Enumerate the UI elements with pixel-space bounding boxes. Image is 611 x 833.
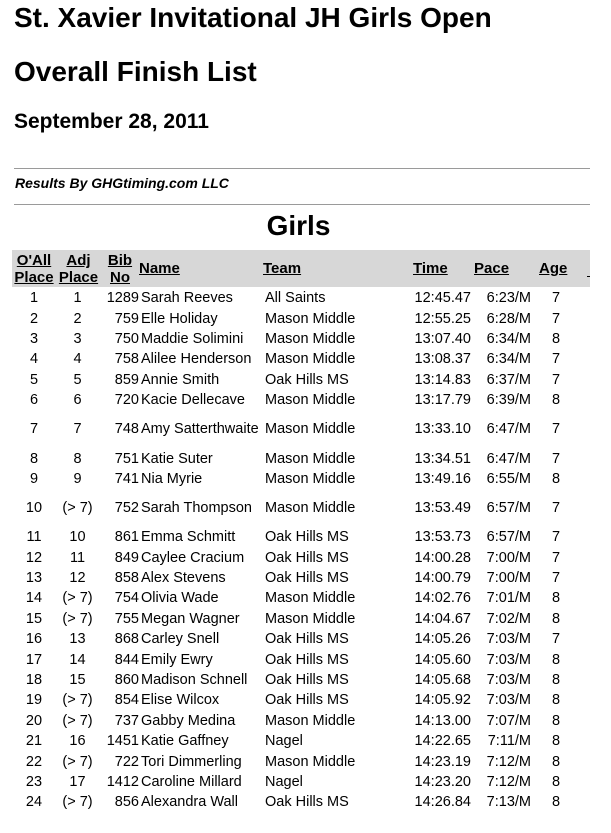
table-row <box>12 308 581 328</box>
cell-pace: 7:13/M <box>486 794 531 811</box>
col-header-age: Age <box>539 260 568 277</box>
cell-age: 8 <box>551 610 561 627</box>
cell-time: 14:00.28 <box>414 549 471 566</box>
cell-overall-place: 8 <box>29 450 39 467</box>
cell-adj-place: 6 <box>73 392 82 409</box>
col-header-bib <box>104 252 136 286</box>
cell-time: 13:17.79 <box>414 392 471 409</box>
cell-adj-place: (> 7) <box>62 610 93 627</box>
divider-bottom <box>14 204 590 205</box>
cell-overall-place: 16 <box>25 631 43 648</box>
cell-adj-place: (> 7) <box>62 712 93 729</box>
col-header-pace: Pace <box>474 260 510 277</box>
col-header-time: Time <box>413 260 448 277</box>
cell-adj-place: 13 <box>69 631 86 648</box>
table-row <box>12 390 581 410</box>
cell-pace: 6:28/M <box>486 310 531 327</box>
cell-pace: 6:55/M <box>486 470 531 487</box>
cell-age: 8 <box>551 733 561 750</box>
cell-name: Katie Gaffney <box>141 733 229 750</box>
cell-time: 14:05.68 <box>414 672 471 689</box>
cell-overall-place: 13 <box>25 570 43 587</box>
cell-overall-place: 10 <box>25 500 43 517</box>
cell-adj-place: 7 <box>73 421 82 438</box>
cell-time: 13:07.40 <box>414 330 471 347</box>
cell-adj-place: 16 <box>69 733 86 750</box>
table-row <box>12 690 581 710</box>
cell-age: 7 <box>551 500 561 517</box>
cell-age: 8 <box>551 330 561 347</box>
cell-time: 13:49.16 <box>414 470 471 487</box>
cell-bib: 1289 <box>106 290 139 307</box>
table-row <box>12 469 581 489</box>
table-row <box>12 349 581 369</box>
cell-pace: 7:12/M <box>486 774 531 790</box>
table-row <box>12 288 581 308</box>
table-row <box>12 588 581 608</box>
table-row <box>12 609 581 629</box>
cell-team: Mason Middle <box>265 330 356 347</box>
cell-team: Mason Middle <box>265 310 356 327</box>
cell-time: 14:05.92 <box>414 692 471 709</box>
cell-overall-place: 12 <box>25 549 43 566</box>
cell-adj-place: (> 7) <box>62 590 93 607</box>
cell-name: Alexandra Wall <box>141 794 238 811</box>
cell-team: Mason Middle <box>265 421 356 438</box>
cell-age: 8 <box>551 753 561 770</box>
col-header-bib-line1: Bib <box>107 252 133 269</box>
cell-age: 7 <box>551 529 561 546</box>
event-title: St. Xavier Invitational JH Girls Open <box>14 2 492 33</box>
cell-adj-place: 9 <box>73 470 82 487</box>
cell-name: Caylee Cracium <box>141 549 245 566</box>
cell-adj-place: 12 <box>69 570 86 587</box>
header-edge-mark <box>587 276 590 277</box>
cell-age: 7 <box>551 371 561 388</box>
cell-bib: 858 <box>114 570 139 587</box>
cell-time: 12:45.47 <box>414 290 471 307</box>
cell-age: 8 <box>551 794 561 811</box>
cell-name: Nia Myrie <box>141 470 203 487</box>
cell-name: Katie Suter <box>141 450 213 467</box>
cell-adj-place: 1 <box>73 290 82 307</box>
cell-team: Mason Middle <box>265 500 356 517</box>
cell-pace: 7:03/M <box>486 692 531 709</box>
cell-name: Megan Wagner <box>141 610 240 627</box>
cell-time: 14:13.00 <box>414 712 471 729</box>
cell-time: 14:02.76 <box>414 590 471 607</box>
cell-age: 8 <box>551 692 561 709</box>
cell-bib: 1451 <box>106 733 139 750</box>
cell-overall-place: 3 <box>29 330 39 347</box>
cell-bib: 1412 <box>106 774 139 790</box>
cell-bib: 861 <box>114 529 139 546</box>
cell-bib: 758 <box>114 351 139 368</box>
cell-age: 8 <box>551 470 561 487</box>
cell-name: Maddie Solimini <box>141 330 244 347</box>
cell-pace: 6:47/M <box>486 450 531 467</box>
cell-team: Oak Hills MS <box>265 651 349 668</box>
cell-team: Mason Middle <box>265 590 356 607</box>
cell-team: Mason Middle <box>265 610 356 627</box>
cell-time: 13:34.51 <box>414 450 471 467</box>
cell-adj-place: 3 <box>73 330 82 347</box>
cell-time: 14:04.67 <box>414 610 471 627</box>
table-row <box>12 649 581 669</box>
cell-pace: 7:02/M <box>486 610 531 627</box>
cell-pace: 7:00/M <box>486 549 531 566</box>
cell-time: 14:22.65 <box>414 733 471 750</box>
cell-adj-place: 8 <box>73 450 82 467</box>
cell-overall-place: 21 <box>25 733 43 750</box>
col-header-bib-line2: No <box>110 269 130 286</box>
cell-overall-place: 18 <box>25 672 43 689</box>
cell-adj-place: 15 <box>69 672 86 689</box>
cell-adj-place: 17 <box>69 774 86 790</box>
table-row <box>12 751 581 771</box>
cell-bib: 720 <box>114 392 139 409</box>
cell-team: Oak Hills MS <box>265 631 349 648</box>
cell-name: Elise Wilcox <box>141 692 220 709</box>
list-title: Overall Finish List <box>14 56 257 87</box>
cell-time: 13:53.73 <box>414 529 471 546</box>
section-title: Girls <box>266 210 331 241</box>
cell-bib: 859 <box>114 371 139 388</box>
cell-bib: 751 <box>114 450 139 467</box>
cell-team: Oak Hills MS <box>265 371 349 388</box>
cell-time: 14:23.19 <box>414 753 471 770</box>
cell-pace: 6:39/M <box>486 392 531 409</box>
cell-age: 8 <box>551 774 561 790</box>
cell-age: 7 <box>551 450 561 467</box>
cell-name: Emily Ewry <box>141 651 213 668</box>
cell-bib: 755 <box>114 610 139 627</box>
cell-bib: 754 <box>114 590 139 607</box>
cell-pace: 7:11/M <box>487 733 531 750</box>
cell-pace: 6:23/M <box>486 290 531 307</box>
cell-bib: 868 <box>114 631 139 648</box>
cell-pace: 7:07/M <box>486 712 531 729</box>
cell-bib: 750 <box>114 330 139 347</box>
cell-age: 7 <box>551 549 561 566</box>
cell-pace: 6:37/M <box>486 371 531 388</box>
cell-bib: 854 <box>114 692 139 709</box>
cell-time: 13:14.83 <box>414 371 471 388</box>
cell-name: Sarah Reeves <box>141 290 233 307</box>
cell-age: 8 <box>551 590 561 607</box>
cell-team: Nagel <box>265 774 303 790</box>
cell-bib: 748 <box>114 421 139 438</box>
col-header-overall-place <box>12 252 56 286</box>
cell-overall-place: 15 <box>25 610 43 627</box>
cell-team: Mason Middle <box>265 470 356 487</box>
cell-adj-place: 2 <box>73 310 82 327</box>
cell-name: Annie Smith <box>141 371 220 388</box>
cell-name: Amy Satterthwaite <box>141 421 259 438</box>
cell-pace: 6:34/M <box>486 351 531 368</box>
cell-bib: 849 <box>114 549 139 566</box>
cell-team: All Saints <box>265 290 326 307</box>
cell-team: Oak Hills MS <box>265 794 349 811</box>
cell-name: Tori Dimmerling <box>141 753 242 770</box>
cell-bib: 737 <box>114 712 139 729</box>
cell-team: Mason Middle <box>265 753 356 770</box>
cell-pace: 6:34/M <box>486 330 531 347</box>
cell-age: 7 <box>551 570 561 587</box>
cell-pace: 7:01/M <box>486 590 531 607</box>
cell-overall-place: 5 <box>29 371 39 388</box>
table-row <box>12 489 581 527</box>
cell-overall-place: 11 <box>26 529 42 546</box>
table-row <box>12 548 581 568</box>
cell-team: Oak Hills MS <box>265 692 349 709</box>
cell-overall-place: 7 <box>29 421 39 438</box>
cell-age: 8 <box>551 712 561 729</box>
cell-time: 13:33.10 <box>414 421 471 438</box>
cell-time: 14:05.26 <box>414 631 471 648</box>
table-row <box>12 731 581 751</box>
cell-age: 7 <box>551 351 561 368</box>
cell-adj-place: (> 7) <box>62 500 93 517</box>
cell-time: 13:53.49 <box>414 500 471 517</box>
cell-name: Carley Snell <box>141 631 220 648</box>
cell-name: Alilee Henderson <box>141 351 252 368</box>
cell-bib: 741 <box>114 470 139 487</box>
table-row <box>12 792 581 812</box>
cell-time: 14:23.20 <box>414 774 471 790</box>
cell-adj-place: 5 <box>73 371 82 388</box>
cell-name: Caroline Millard <box>141 774 242 790</box>
event-date: September 28, 2011 <box>14 110 209 133</box>
cell-overall-place: 4 <box>29 351 39 368</box>
cell-pace: 7:00/M <box>486 570 531 587</box>
cell-adj-place: 11 <box>69 549 86 566</box>
cell-overall-place: 17 <box>25 651 43 668</box>
cell-team: Mason Middle <box>265 712 356 729</box>
cell-bib: 722 <box>114 753 139 770</box>
cell-name: Olivia Wade <box>141 590 219 607</box>
cell-time: 13:08.37 <box>414 351 471 368</box>
cell-team: Oak Hills MS <box>265 570 349 587</box>
cell-overall-place: 24 <box>25 794 43 811</box>
cell-pace: 7:03/M <box>486 651 531 668</box>
col-header-overall-line2: Place <box>14 269 54 286</box>
cell-pace: 6:57/M <box>486 529 531 546</box>
cell-name: Elle Holiday <box>141 310 218 327</box>
cell-name: Alex Stevens <box>141 570 226 587</box>
cell-adj-place: 14 <box>69 651 86 668</box>
results-credit: Results By GHGtiming.com LLC <box>15 175 229 191</box>
col-header-overall-line1: O'All <box>16 252 52 269</box>
cell-bib: 759 <box>114 310 139 327</box>
cell-bib: 856 <box>114 794 139 811</box>
table-row <box>12 568 581 588</box>
cell-adj-place: 4 <box>73 351 82 368</box>
table-row <box>12 772 581 792</box>
cell-name: Kacie Dellecave <box>141 392 245 409</box>
cell-overall-place: 1 <box>29 290 39 307</box>
cell-overall-place: 9 <box>29 470 39 487</box>
cell-adj-place: 10 <box>69 529 86 546</box>
col-header-adj-line1: Adj <box>66 252 91 269</box>
cell-name: Sarah Thompson <box>141 500 252 517</box>
cell-bib: 860 <box>114 672 139 689</box>
cell-time: 12:55.25 <box>414 310 471 327</box>
cell-pace: 6:47/M <box>486 421 531 438</box>
col-header-name: Name <box>139 260 180 277</box>
table-row <box>12 527 581 547</box>
cell-age: 8 <box>551 651 561 668</box>
cell-team: Nagel <box>265 733 303 750</box>
results-table <box>12 288 581 813</box>
col-header-adj-line2: Place <box>58 269 99 286</box>
table-row <box>12 629 581 649</box>
table-row <box>12 670 581 690</box>
cell-pace: 6:57/M <box>486 500 531 517</box>
cell-overall-place: 14 <box>25 590 43 607</box>
cell-overall-place: 6 <box>29 392 39 409</box>
cell-name: Madison Schnell <box>141 672 248 689</box>
cell-team: Oak Hills MS <box>265 672 349 689</box>
col-header-adj-place <box>56 252 101 286</box>
cell-bib: 844 <box>114 651 139 668</box>
table-row <box>12 711 581 731</box>
cell-team: Mason Middle <box>265 450 356 467</box>
cell-name: Gabby Medina <box>141 712 236 729</box>
cell-team: Mason Middle <box>265 351 356 368</box>
table-row <box>12 448 581 468</box>
cell-age: 8 <box>551 672 561 689</box>
cell-age: 7 <box>551 421 561 438</box>
cell-overall-place: 22 <box>25 753 43 770</box>
cell-adj-place: (> 7) <box>62 692 93 709</box>
cell-time: 14:00.79 <box>414 570 471 587</box>
cell-team: Oak Hills MS <box>265 549 349 566</box>
cell-overall-place: 2 <box>29 310 39 327</box>
cell-age: 7 <box>551 310 561 327</box>
table-row <box>12 410 581 448</box>
divider-top <box>14 168 590 169</box>
cell-pace: 7:12/M <box>486 753 531 770</box>
cell-team: Oak Hills MS <box>265 529 349 546</box>
cell-team: Mason Middle <box>265 392 356 409</box>
cell-adj-place: (> 7) <box>62 794 93 811</box>
cell-name: Emma Schmitt <box>141 529 236 546</box>
cell-adj-place: (> 7) <box>62 753 93 770</box>
cell-overall-place: 19 <box>25 692 43 709</box>
cell-overall-place: 23 <box>25 774 43 790</box>
cell-age: 8 <box>551 392 561 409</box>
table-row <box>12 329 581 349</box>
col-header-team: Team <box>263 260 302 277</box>
cell-bib: 752 <box>114 500 139 517</box>
table-row <box>12 370 581 390</box>
cell-overall-place: 20 <box>25 712 43 729</box>
cell-pace: 7:03/M <box>486 631 531 648</box>
cell-pace: 7:03/M <box>486 672 531 689</box>
cell-age: 7 <box>551 631 561 648</box>
cell-time: 14:26.84 <box>414 794 471 811</box>
cell-age: 7 <box>551 290 561 307</box>
cell-time: 14:05.60 <box>414 651 471 668</box>
